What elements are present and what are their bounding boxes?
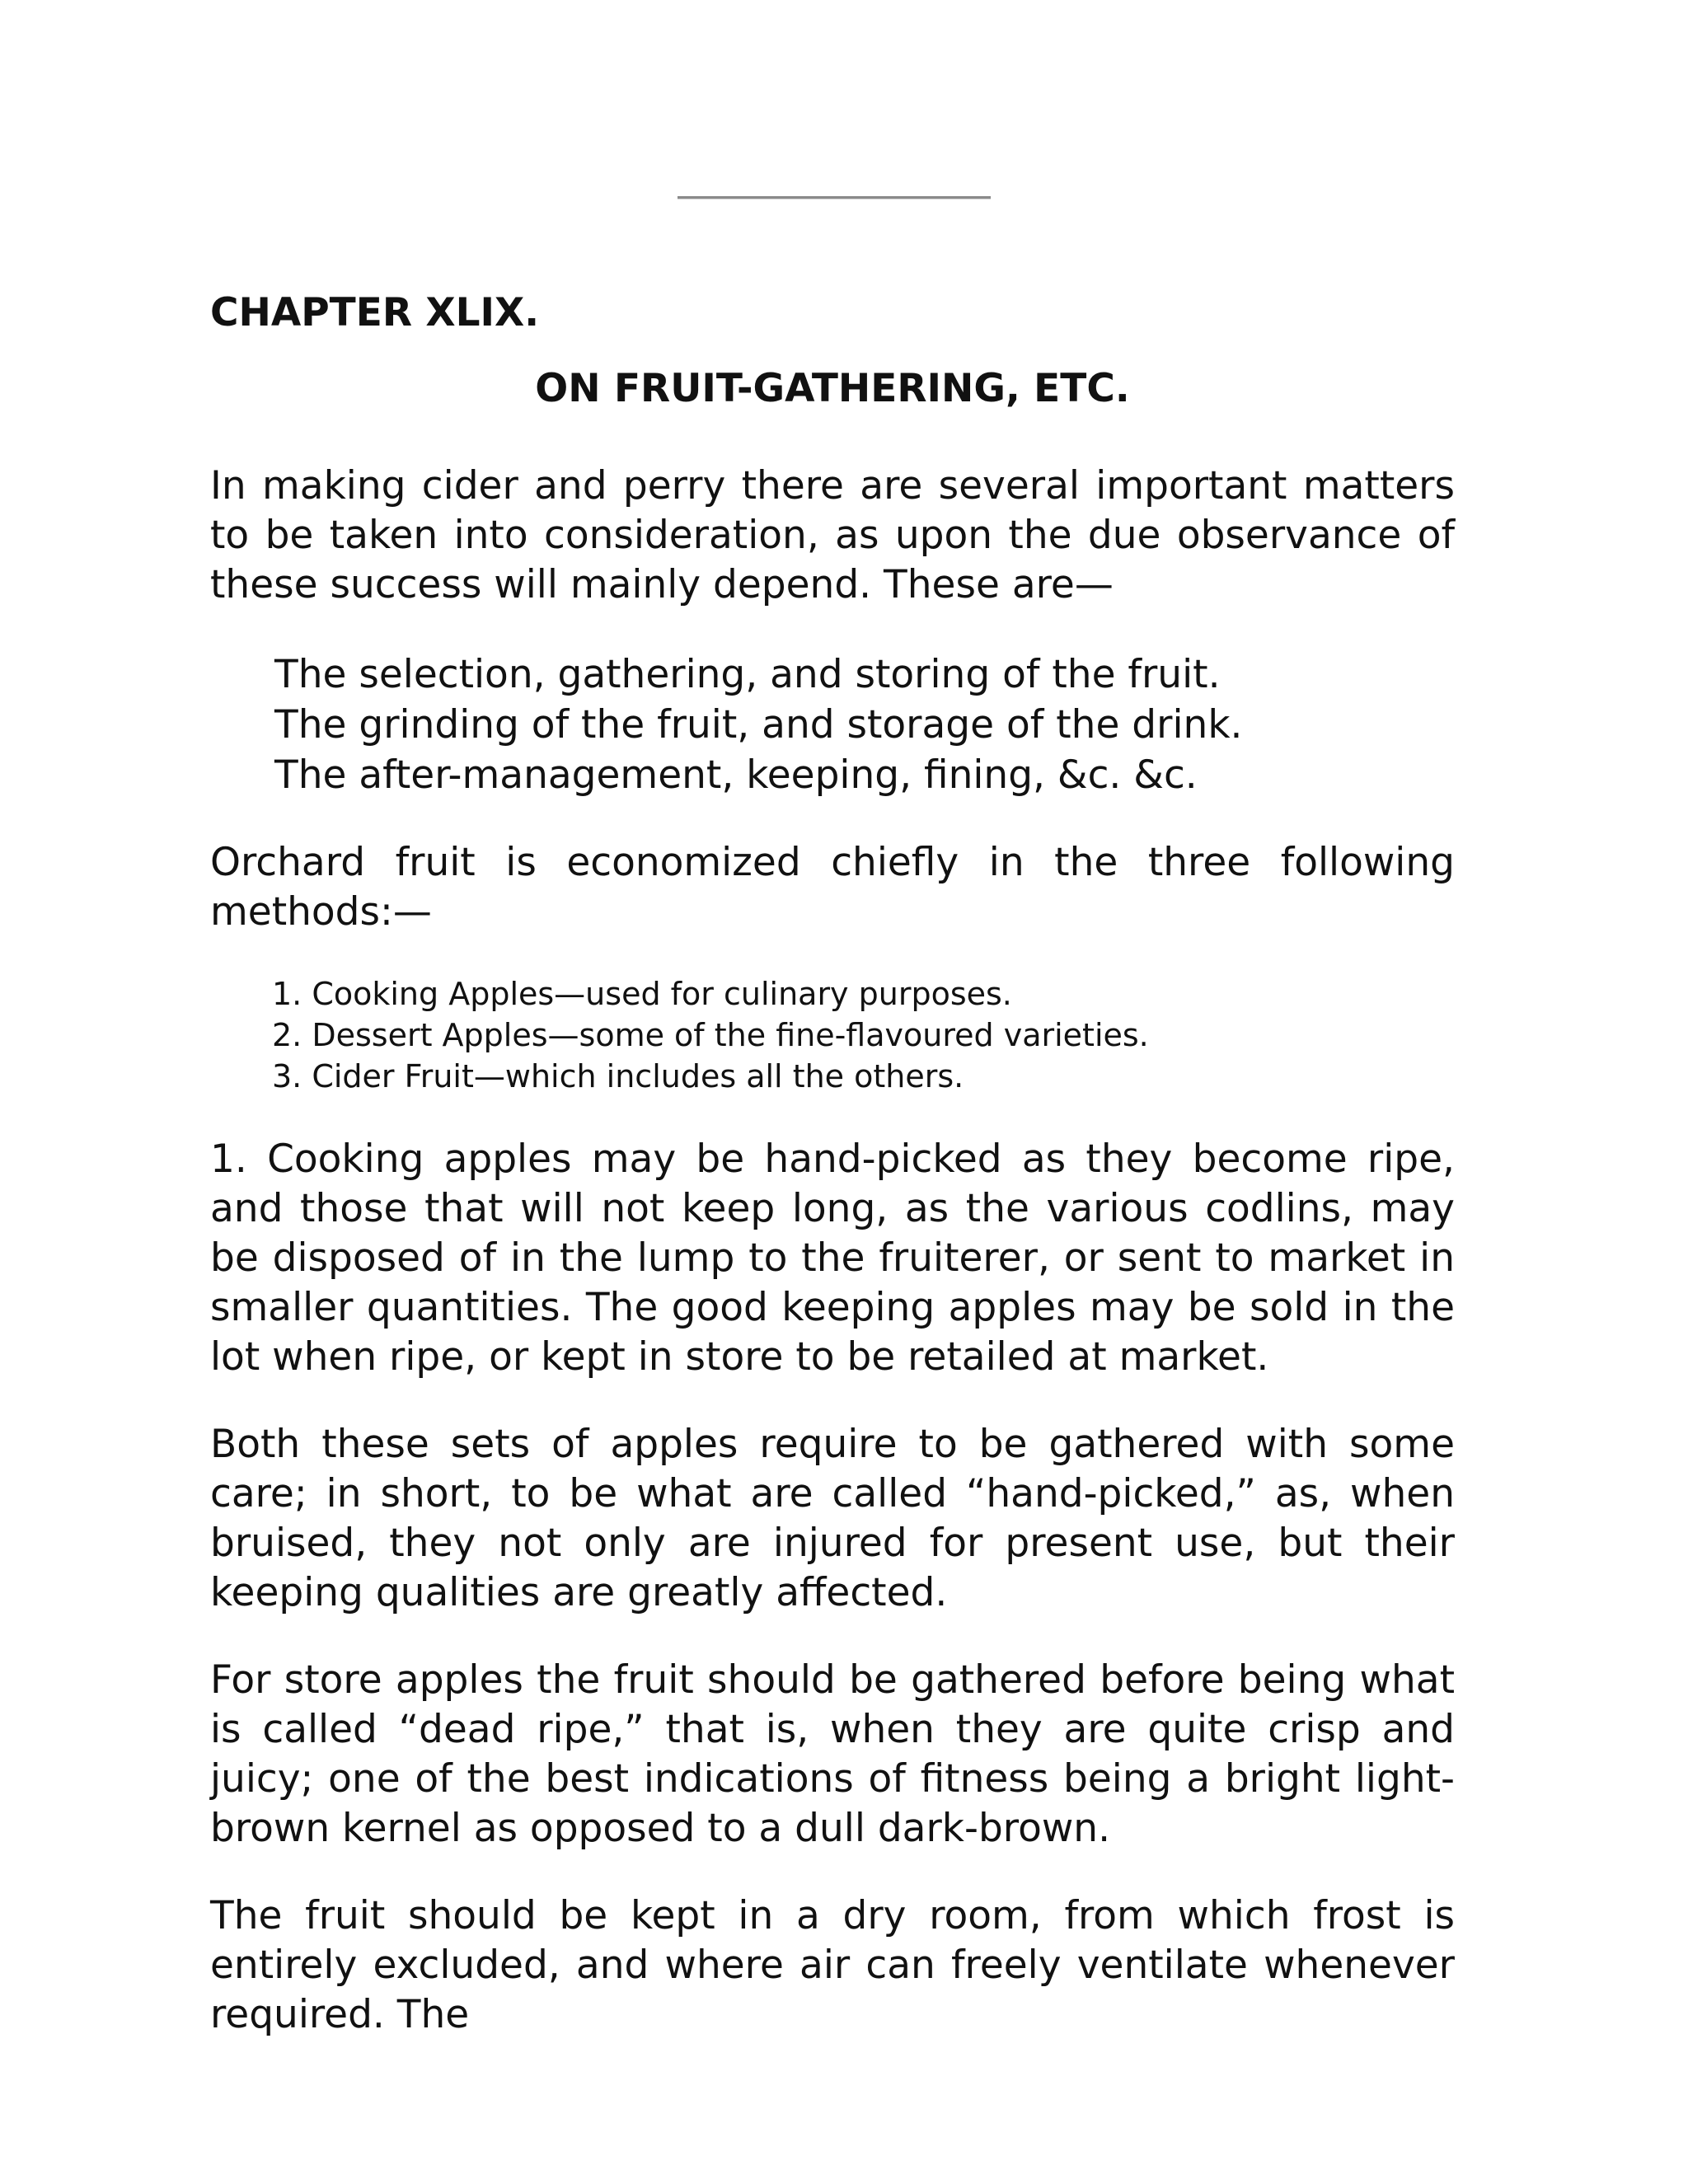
- methods-item: 2. Dessert Apples—some of the fine-flavoured varieties.: [272, 1017, 1149, 1053]
- page-content: [210, 280, 1455, 2040]
- intro-paragraph: In making cider and perry there are several important matters to be taken into consideration, as upon the due observance of these success will mainly depend. These are—: [210, 463, 1455, 607]
- header-rule: [678, 196, 991, 199]
- body-paragraph: The fruit should be kept in a dry room, from which frost is entirely excluded, and where air can freely ventilate whenever required. The: [210, 1893, 1455, 2037]
- matters-list: [274, 649, 1455, 800]
- body-paragraph: For store apples the fruit should be gathered before being what is called “dead ripe,” that is, when they are quite crisp and juicy; one of the best indications of fitness being a bright light-brown kernel as opposed to a dull dark-brown.: [210, 1657, 1455, 1851]
- chapter-title: ON FRUIT-GATHERING, ETC.: [535, 366, 1130, 411]
- methods-item: 1. Cooking Apples—used for culinary purposes.: [272, 976, 1012, 1012]
- methods-item: 3. Cider Fruit—which includes all the others.: [272, 1058, 964, 1094]
- methods-list: [272, 973, 1455, 1097]
- matters-item: The after-management, keeping, fining, &c. &c.: [274, 752, 1198, 798]
- matters-item: The selection, gathering, and storing of the fruit.: [274, 652, 1221, 697]
- matters-item: The grinding of the fruit, and storage of the drink.: [274, 702, 1243, 748]
- methods-intro-paragraph: Orchard fruit is economized chiefly in the three following methods:—: [210, 840, 1455, 935]
- chapter-number: CHAPTER XLIX.: [210, 290, 540, 335]
- body-paragraph: 1. Cooking apples may be hand-picked as they become ripe, and those that will not keep long, as the various codlins, may be disposed of in the lump to the fruiterer, or sent to market in smaller quantities. The good keeping apples may be sold in the lot when ripe, or kept in store to be retailed at market.: [210, 1137, 1455, 1380]
- body-paragraph: Both these sets of apples require to be gathered with some care; in short, to be what are called “hand-picked,” as, when bruised, they not only are injured for present use, but their keeping qualities are greatly affected.: [210, 1422, 1455, 1615]
